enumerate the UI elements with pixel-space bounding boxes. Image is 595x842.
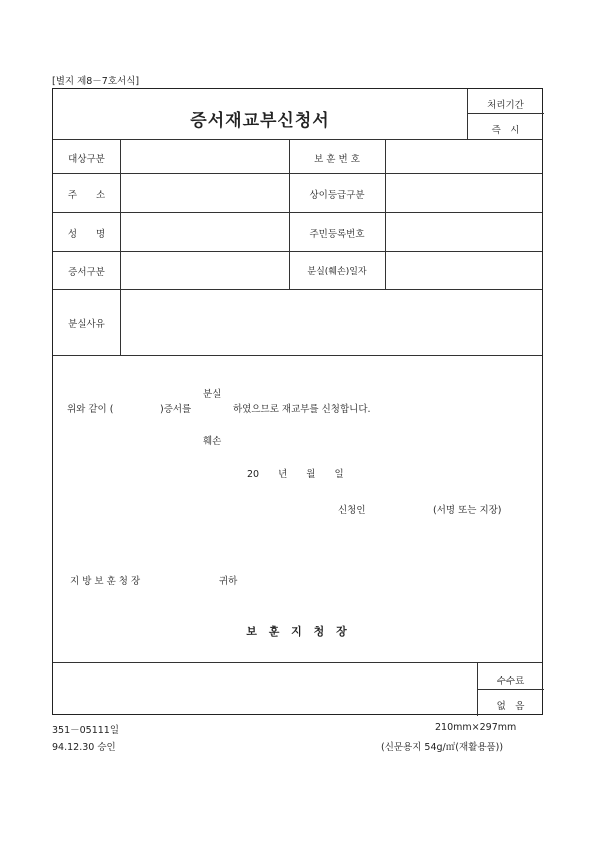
approval-date: 94.12.30 승인: [52, 742, 116, 753]
applicant-label: 신청인: [338, 505, 366, 516]
address-field[interactable]: [121, 174, 288, 211]
cert-type-field[interactable]: [121, 252, 288, 288]
label-loss-date: 분실(훼손)일자: [307, 267, 367, 277]
processing-value: 즉 시: [491, 125, 520, 136]
signature-note: (서명 또는 지장): [433, 505, 502, 516]
form-number: [별지 제8－7호서식]: [52, 76, 140, 87]
row-line: [53, 662, 542, 663]
statement-suffix: 하였으므로 재교부를 신청합니다.: [233, 404, 371, 415]
fee-value: 없 음: [496, 701, 525, 712]
statement-cert: )증서를: [160, 404, 192, 415]
date-line: 20 년 월 일: [247, 469, 344, 480]
form-title: 증서재교부신청서: [190, 111, 330, 131]
application-form: [52, 88, 543, 715]
fee-split: [477, 689, 544, 690]
issuer: 보 훈 지 청 장: [246, 625, 351, 638]
statement-prefix: 위와 같이 (: [67, 404, 114, 415]
paper-size: 210mm×297mm: [435, 722, 517, 733]
recipient: 지 방 보 훈 청 장: [70, 576, 141, 587]
processing-label: 처리기간: [487, 100, 524, 111]
fee-label: 수수료: [496, 676, 525, 687]
label-resident-number: 주민등록번호: [309, 229, 365, 240]
name-field[interactable]: [121, 213, 288, 250]
form-code: 351－05111일: [52, 725, 120, 736]
row-line: [53, 355, 542, 356]
option-damaged: 훼손: [203, 436, 222, 447]
merit-number-field[interactable]: [386, 140, 543, 172]
label-cert-type: 증서구분: [68, 267, 105, 278]
label-loss-reason: 분실사유: [68, 319, 105, 330]
label-address: 주 소: [67, 190, 106, 201]
honorific: 귀하: [219, 576, 238, 587]
label-merit-number: 보 훈 번 호: [314, 154, 360, 165]
applicant-signature-field[interactable]: [373, 500, 428, 514]
loss-reason-field[interactable]: [121, 290, 543, 354]
processing-divider: [467, 113, 544, 114]
disability-grade-field[interactable]: [386, 174, 543, 211]
option-lost: 분실: [203, 389, 222, 400]
label-disability-grade: 상이등급구분: [309, 190, 365, 201]
paper-spec: (신문용지 54g/㎡(재활용품)): [381, 742, 504, 753]
target-type-field[interactable]: [121, 140, 288, 172]
loss-date-field[interactable]: [386, 252, 543, 288]
cert-name-blank[interactable]: [130, 401, 160, 413]
label-name: 성 명: [67, 229, 106, 240]
label-target-type: 대상구분: [68, 154, 105, 165]
resident-number-field[interactable]: [386, 213, 543, 250]
